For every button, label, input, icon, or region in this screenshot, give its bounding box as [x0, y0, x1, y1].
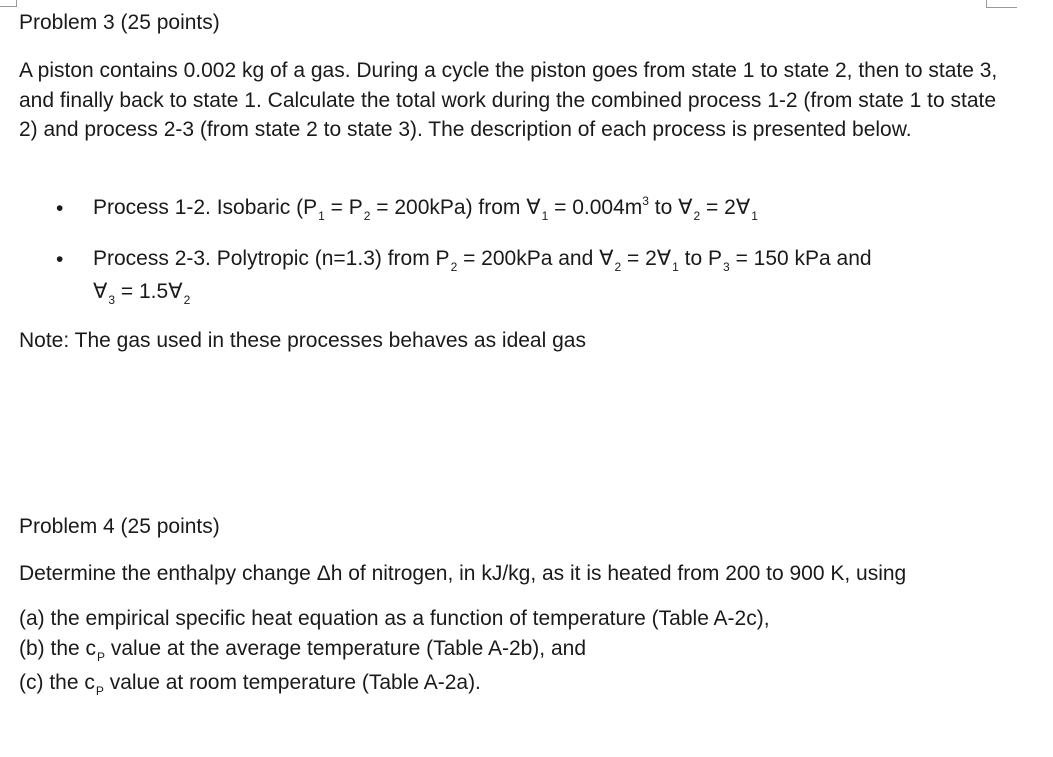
page-corner-mark-right	[986, 0, 1017, 8]
bullet-1-dot: •	[56, 197, 64, 220]
problem4-statement: Determine the enthalpy change Δh of nitrogen, in kJ/kg, as it is heated from 200 to 900 K, using	[19, 562, 907, 585]
problem4-part-b: (b) the $c_P$ value at the average temperature (Table A-2b), and	[19, 637, 587, 664]
bullet-1-text: Process 1-2. Isobaric $(P_1 = P_2 = 200kPa)$ from $\forall_1 = 0.004m^3$ to $\forall_2$ = $2\forall_1$	[93, 194, 758, 223]
problem3-note: Note: The gas used in these processes behaves as ideal gas	[19, 329, 586, 352]
page-corner-mark-left	[0, 0, 17, 7]
bullet-2-dot: •	[56, 248, 64, 271]
problem4-part-c: (c) the $c_P$ value at room temperature (Table A-2a).	[19, 671, 481, 698]
problem4-heading: Problem 4 (25 points)	[19, 515, 220, 538]
bullet-2-text-line2: $\forall_3$ = $1.5\forall_2$	[93, 280, 191, 307]
problem3-heading: Problem 3 (25 points)	[19, 11, 220, 34]
bullet-2-text-line1: Process 2-3. Polytropic (n=1.3) from $P_2 = 200kPa$ and $\forall_2$ = $2\forall_1$ to $P_3 = 150$ kPa and	[93, 247, 872, 274]
problem3-intro: A piston contains 0.002 kg of a gas. During a cycle the piston goes from state 1 to state 2, then to state 3, and finally back to state 1. Calculate the total work during the combined process 1-2 (from state 1 to state 2) and process 2-3 (from state 2 to state 3). The description of each process is presented below.	[19, 59, 998, 141]
problem4-part-a: (a) the empirical specific heat equation as a function of temperature (Table A-2c),	[19, 607, 770, 630]
